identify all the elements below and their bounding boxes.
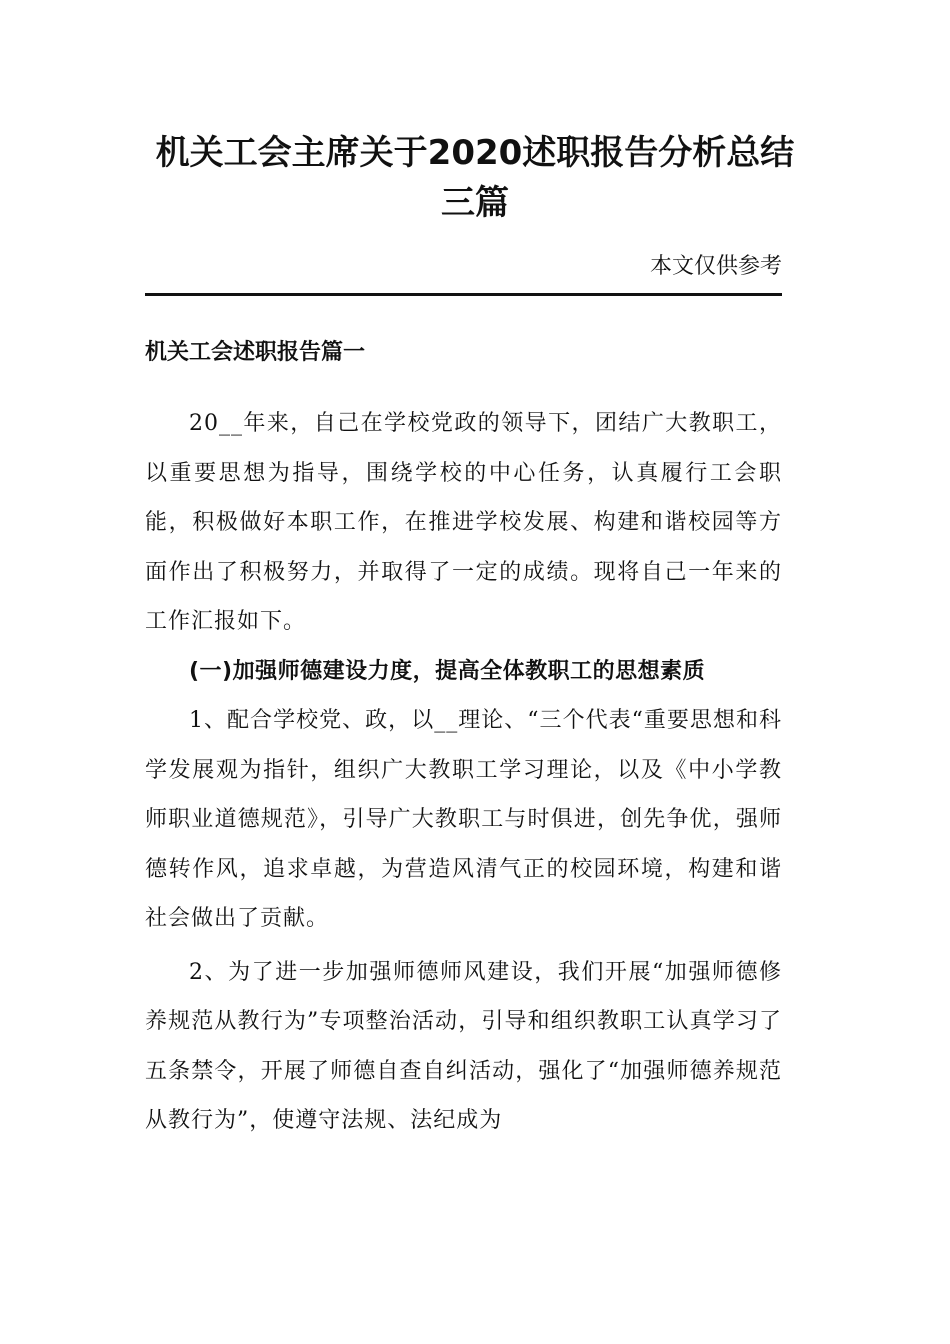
paragraph-item-2: 2、为了进一步加强师德师风建设，我们开展“加强师德修养规范从教行为”专项整治活动，引导和组织教职工认真学习了五条禁令，开展了师德自查自纠活动，强化了“加强师德养规范从教行为”，使遵守法规、法纪成为	[145, 959, 782, 1133]
paragraph-item-1: 1、配合学校党、政，以__理论、“三个代表“重要思想和科学发展观为指针，组织广大教职工学习理论，以及《中小学教师职业道德规范》，引导广大教职工与时俱进，创先争优，强师德转作风，追求卓越，为营造风清气正的校园环境，构建和谐社会做出了贡献。	[145, 708, 782, 931]
section-heading: 机关工会述职报告篇一	[145, 340, 366, 365]
title-line-2: 三篇	[441, 183, 509, 223]
paragraph-intro: 20__年来，自己在学校党政的领导下，团结广大教职工，以重要思想为指导，围绕学校的中心任务，认真履行工会职能，积极做好本职工作，在推进学校发展、构建和谐校园等方面作出了积极努力，并取得了一定的成绩。现将自己一年来的工作汇报如下。	[145, 411, 782, 634]
header-divider	[145, 293, 782, 296]
document-title	[145, 128, 805, 228]
title-line-1: 机关工会主席关于2020述职报告分析总结	[155, 133, 795, 173]
reference-note: 本文仅供参考	[649, 254, 782, 279]
document-body	[145, 399, 782, 1146]
subheading-1: (一)加强师德建设力度，提高全体教职工的思想素质	[189, 658, 706, 684]
